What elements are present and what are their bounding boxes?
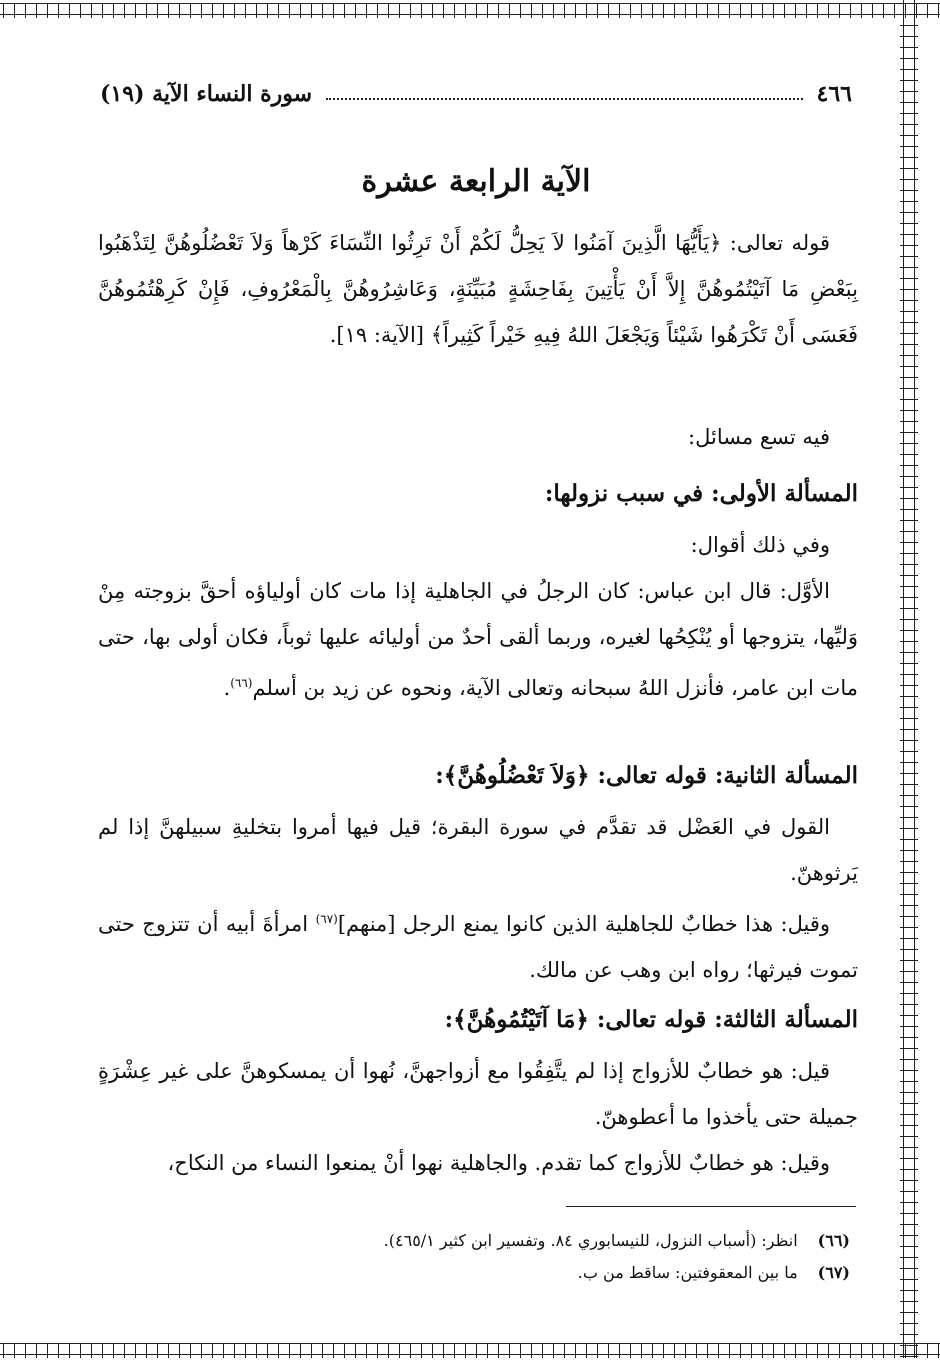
ornamental-border-bottom: [0, 1340, 940, 1358]
issue1-lead: وفي ذلك أقوال:: [690, 533, 830, 557]
issue3-body1: قيل: هو خطابٌ للأزواج إذا لم يتَّفِقُوا مع أزواجهنَّ، نُهوا أن يمسكوهنَّ على غير عِشْرَةٍ جميلة حتى يأخذوا ما أعطوهنّ.: [98, 1059, 858, 1129]
intro-paragraph: [98, 414, 858, 460]
footnote-number: (٦٧): [817, 1263, 850, 1282]
ornamental-border-right: [900, 0, 918, 1358]
verse-paragraph: [98, 220, 858, 358]
footnote-66: [98, 1230, 850, 1252]
issue2-body1: القول في العَضْل قد تقدَّم في سورة البقرة؛ قيل فيها أمروا بتخليةِ سبيلهنَّ إذا لم يَرثوهنّ.: [98, 815, 858, 885]
issue1-paragraph: [98, 522, 858, 711]
issue1-body: الأوَّل: قال ابن عباس: كان الرجلُ في الجاهلية إذا مات كان أولياؤه أحقَّ بزوجته مِنْ وَليِّها، يتزوجها أو يُنْكِحُها لغيره، وربما ألقى أحدٌ من أوليائه عليها ثوباً، فكان أولى بها، حتى مات ابن عامر، فأنزل اللهُ سبحانه وتعالى الآية، ونحوه عن زيد بن أسلم: [98, 579, 858, 700]
intro-text: فيه تسع مسائل:: [688, 425, 830, 449]
header-dots: [326, 98, 802, 100]
issue3-body2: وقيل: هو خطابٌ للأزواج كما تقدم. والجاهلية نهوا أنْ يمنعوا النساء من النكاح،: [167, 1151, 830, 1175]
verse-lead: قوله تعالى:: [721, 231, 830, 255]
footnote-ref-66: (٦٦): [230, 676, 253, 690]
running-title: سورة النساء الآية (١٩): [100, 81, 313, 107]
verse-text: ﴿يَأَيُّهَا الَّذِينَ آمَنُوا لاَ يَحِلُّ لَكُمْ أَنْ تَرِثُوا النِّسَاءَ كَرْهاً وَلاَ تَعْضُلُوهُنَّ لِتَذْهَبُوا بِبَعْضِ مَا آتَيْتُمُوهُنَّ إِلاَّ أَنْ يَأْتِينَ بِفَاحِشَةٍ مُبَيِّنَةٍ، وَعَاشِرُوهُنَّ بِالْمَعْرُوفِ، فَإِنْ كَرِهْتُمُوهُنَّ فَعَسَى أَنْ تَكْرَهُوا شَيْئاً وَيَجْعَلَ اللهُ فِيهِ خَيْراً كَثِيراً﴾: [98, 231, 858, 347]
issue2-heading: المسألة الثانية: قوله تعالى: ﴿وَلاَ تَعْضُلُوهُنَّ﴾:: [435, 762, 858, 789]
footnote-67: [98, 1262, 850, 1284]
issue1-end: .: [223, 676, 231, 700]
ornamental-border-top: [0, 0, 940, 18]
footnote-number: (٦٦): [817, 1231, 850, 1250]
section-title: الآية الرابعة عشرة: [361, 164, 591, 199]
verse-reference: [الآية: ١٩].: [329, 323, 424, 347]
issue3-paragraph: [98, 1048, 858, 1186]
footnote-text: ما بين المعقوفتين: ساقط من ب.: [577, 1263, 798, 1282]
issue2-body2b: امرأةَ أبيه أن تتزوج حتى تموت فيرثها؛ رواه ابن وهب عن مالك.: [98, 912, 858, 982]
page-number: ٤٦٦: [816, 81, 852, 107]
footnote-ref-67: (٦٧): [315, 912, 338, 926]
footnote-separator: [566, 1206, 856, 1207]
page-header: [100, 76, 852, 112]
issue2-paragraph: [98, 804, 858, 993]
issue3-heading: المسألة الثالثة: قوله تعالى: ﴿مَا آتَيْتُمُوهُنَّ﴾:: [444, 1006, 858, 1033]
issue1-heading: المسألة الأولى: في سبب نزولها:: [544, 480, 858, 507]
footnote-text: انظر: (أسباب النزول، للنيسابوري ٨٤. وتفسير ابن كثير ٤٦٥/١).: [383, 1231, 798, 1250]
issue2-body2a: وقيل: هذا خطابٌ للجاهلية الذين كانوا يمنع الرجل [منهم]: [337, 912, 830, 936]
